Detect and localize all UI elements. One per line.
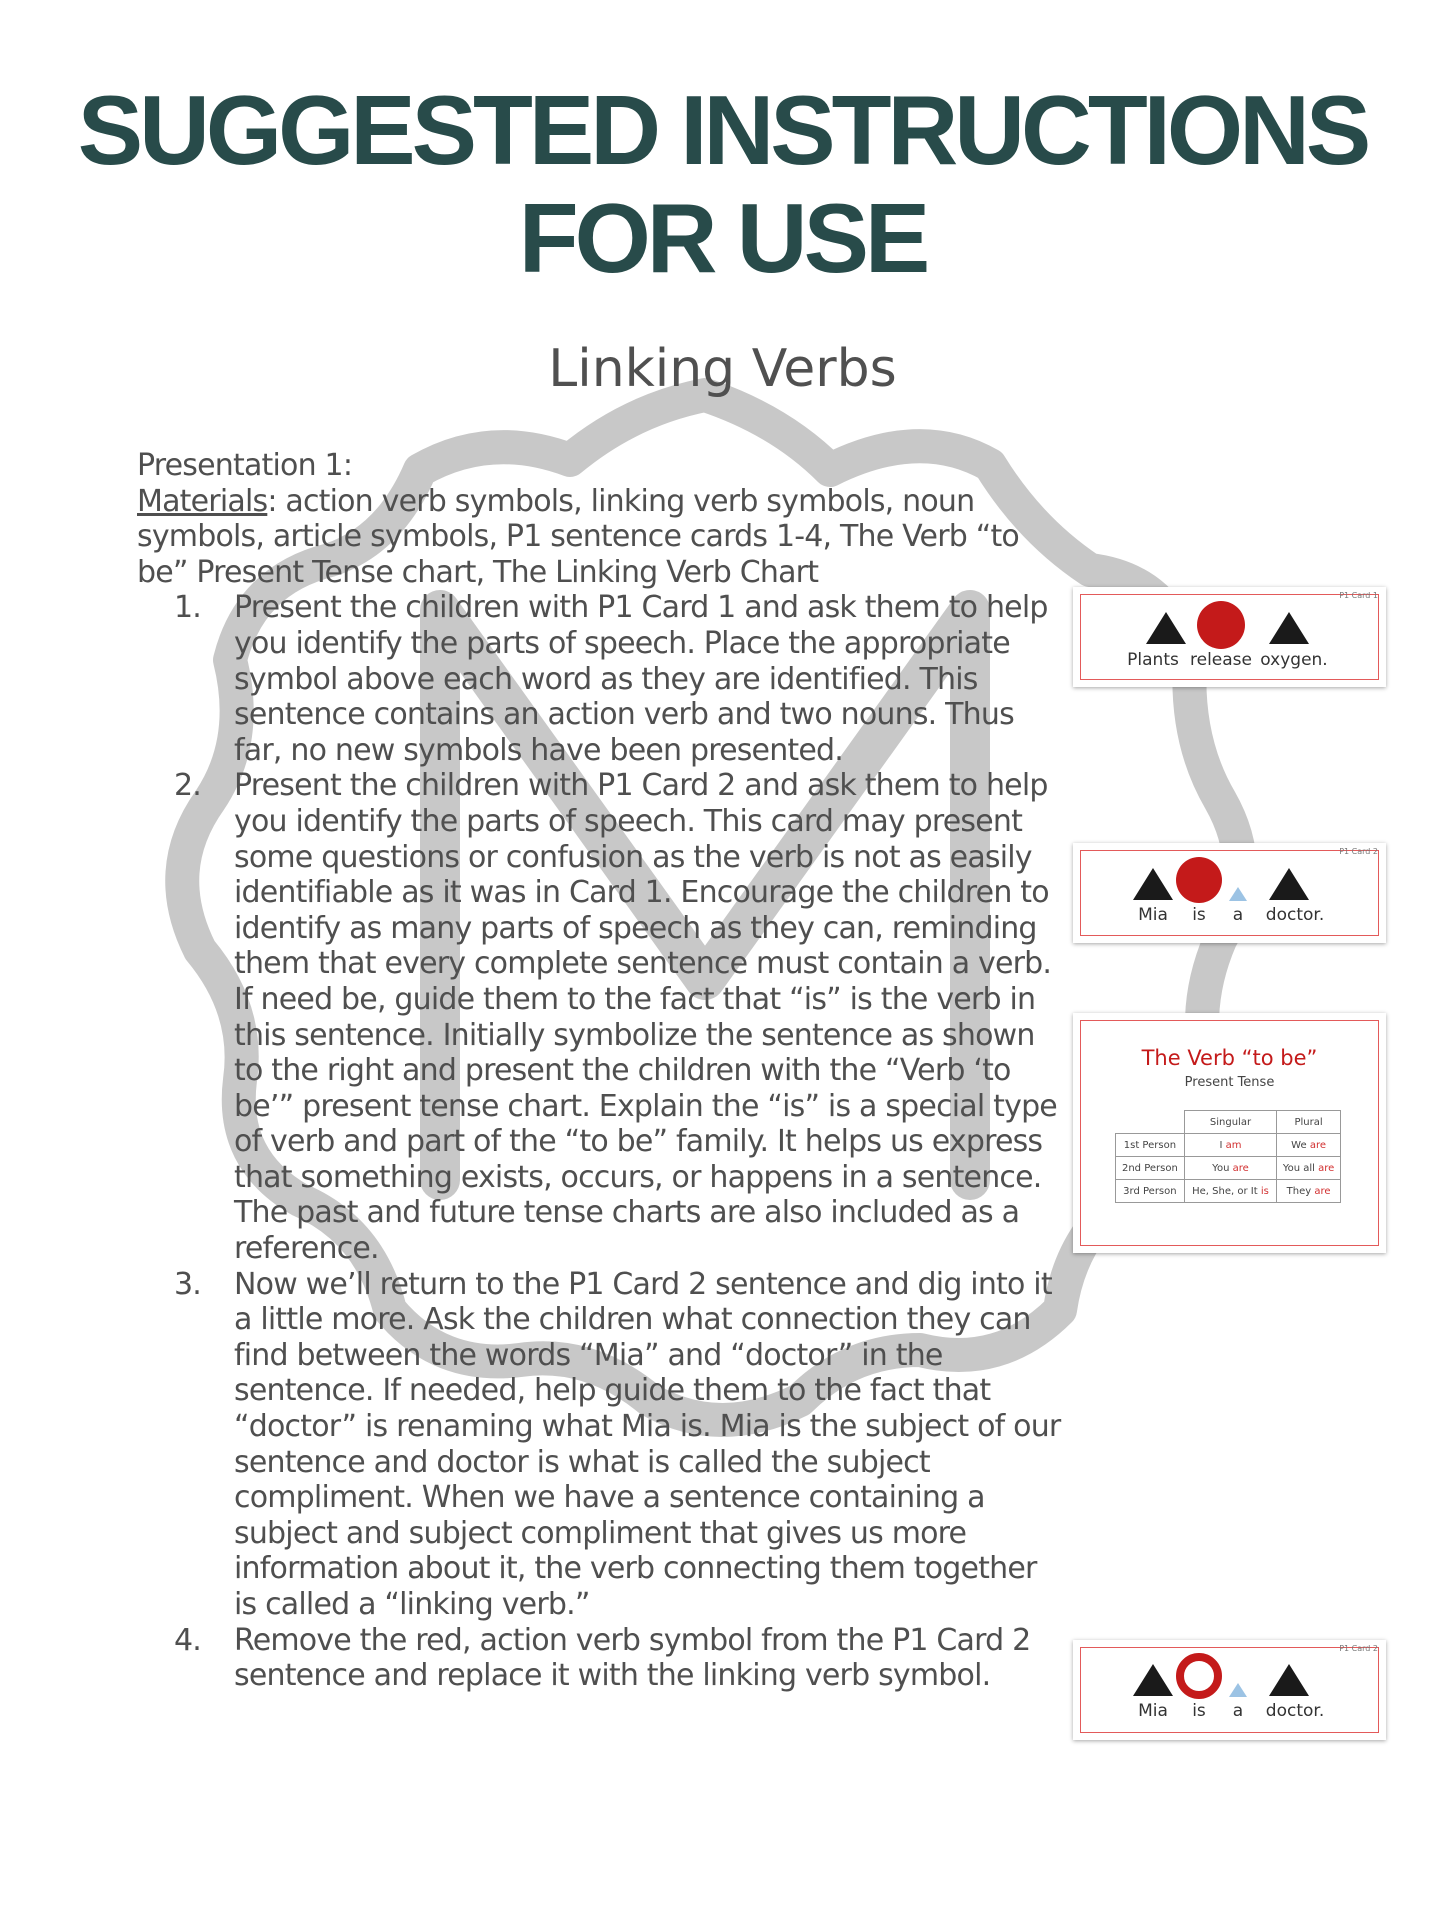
chart-subtitle: Present Tense [1184, 1075, 1275, 1090]
step-number: 3. [174, 1266, 202, 1302]
title-line-1: SUGGESTED INSTRUCTIONS [77, 75, 1368, 185]
table-row [1116, 1134, 1341, 1157]
step-number: 2. [174, 768, 202, 804]
cell-pronoun: He, She, or It [1192, 1185, 1261, 1197]
title-line-2: FOR USE [518, 183, 927, 293]
subtitle: Linking Verbs [548, 339, 897, 399]
card-symbols [1073, 843, 1386, 943]
steps-list [137, 590, 1067, 1693]
card-tag: P1 Card 1 [1339, 591, 1378, 600]
linking-verb-symbol [1180, 1657, 1218, 1695]
page-title [0, 76, 1445, 292]
noun-symbol [1146, 612, 1186, 644]
card-word: doctor. [1265, 1701, 1325, 1721]
step-text: Now we’ll return to the P1 Card 2 sentence and dig into it a little more. Ask the children what connection they can find between the words “Mia” and “doctor” in the sentence. If needed, help guide them to the fact that “doctor” is renaming what Mia is. Mia is the subject of our sentence and doctor is what is called the subject compliment. When we have a sentence containing a subject and subject compliment that gives us more information about it, the verb connecting them together is called a “linking verb.” [234, 1266, 1061, 1622]
step-number: 4. [174, 1622, 202, 1658]
card-word: a [1232, 905, 1244, 925]
card-word: doctor. [1265, 905, 1325, 925]
person-cell: 1st Person [1116, 1134, 1185, 1157]
article-symbol [1229, 1683, 1247, 1697]
card-symbols [1073, 587, 1386, 687]
card-word: Plants [1127, 650, 1179, 670]
singular-cell [1184, 1157, 1276, 1180]
p1-card-2-linking-image [1073, 1640, 1386, 1740]
step-text: Present the children with P1 Card 2 and ask them to help you identify the parts of speech. This card may present some questions or confusion as the verb is not as easily identifiable as it was in Card 1. Encourage the children to identify as many parts of speech as they can, reminding them that every complete sentence must contain a verb. If need be, guide them to the fact that “is” is the verb in this sentence. Initially symbolize the sentence as shown to the right and present the children with the “Verb ‘to be’” present tense chart. Explain the “is” is a special type of verb and part of the “to be” family. It helps us express that something exists, occurs, or happens in a sentence. The past and future tense charts are also included as a reference. [234, 768, 1057, 1267]
noun-symbol [1269, 612, 1309, 644]
cell-verb: is [1260, 1185, 1269, 1197]
article-symbol [1229, 887, 1247, 901]
step-text: Present the children with P1 Card 1 and ask them to help you identify the parts of speech. Place the appropriate symbol above each word as they are identified. This sentence contains an action verb and two nouns. Thus far, no new symbols have been presented. [234, 590, 1048, 768]
cell-verb: are [1232, 1162, 1249, 1174]
person-cell: 2nd Person [1116, 1157, 1185, 1180]
step-item [137, 768, 1067, 1266]
card-word: a [1232, 1701, 1244, 1721]
materials-label: Materials [137, 483, 268, 519]
noun-symbol [1133, 868, 1173, 900]
card-word: is [1192, 1701, 1206, 1721]
p1-card-2-image [1073, 843, 1386, 943]
step-item [137, 590, 1067, 768]
column-header-plural: Plural [1277, 1111, 1341, 1134]
cell-pronoun: We [1291, 1139, 1310, 1151]
step-text: Remove the red, action verb symbol from the P1 Card 2 sentence and replace it with the linking verb symbol. [234, 1622, 1031, 1694]
card-word: release [1190, 650, 1252, 670]
verb-conjugation-table [1115, 1110, 1341, 1203]
cell-pronoun: You all [1282, 1162, 1319, 1174]
step-number: 1. [174, 590, 202, 626]
card-tag: P1 Card 2 [1339, 1644, 1378, 1653]
table-row [1116, 1157, 1341, 1180]
cell-pronoun: You [1212, 1162, 1233, 1174]
materials-paragraph [137, 484, 1067, 591]
plural-cell [1277, 1180, 1341, 1203]
verb-to-be-chart-image [1073, 1013, 1386, 1253]
plural-cell [1277, 1157, 1341, 1180]
card-word: Mia [1138, 905, 1168, 925]
card-word: Mia [1138, 1701, 1168, 1721]
card-tag: P1 Card 2 [1339, 847, 1378, 856]
noun-symbol [1269, 868, 1309, 900]
plural-cell [1277, 1134, 1341, 1157]
materials-text: : action verb symbols, linking verb symbols, noun symbols, article symbols, P1 sentence cards 1-4, The Verb “to be” Present Tense chart, The Linking Verb Chart [137, 483, 1019, 590]
noun-symbol [1269, 1664, 1309, 1696]
table-row [1116, 1180, 1341, 1203]
cell-pronoun: They [1286, 1185, 1315, 1197]
presentation-heading: Presentation 1: [137, 448, 353, 483]
step-item [137, 1267, 1067, 1623]
table-cell [1116, 1111, 1185, 1134]
column-header-singular: Singular [1184, 1111, 1276, 1134]
card-word: oxygen. [1260, 650, 1328, 670]
chart-title: The Verb “to be” [1141, 1046, 1318, 1070]
cell-pronoun: I [1219, 1139, 1226, 1151]
table-header-row [1116, 1111, 1341, 1134]
action-verb-symbol [1197, 601, 1245, 649]
singular-cell [1184, 1180, 1276, 1203]
instructions-body [137, 448, 1067, 1694]
person-cell: 3rd Person [1116, 1180, 1185, 1203]
cell-verb: am [1225, 1139, 1242, 1151]
cell-verb: are [1314, 1185, 1331, 1197]
p1-card-1-image [1073, 587, 1386, 687]
step-item [137, 1623, 1067, 1694]
card-symbols [1073, 1640, 1386, 1740]
singular-cell [1184, 1134, 1276, 1157]
action-verb-symbol [1176, 857, 1222, 903]
noun-symbol [1133, 1664, 1173, 1696]
card-word: is [1192, 905, 1206, 925]
cell-verb: are [1309, 1139, 1326, 1151]
cell-verb: are [1318, 1162, 1335, 1174]
